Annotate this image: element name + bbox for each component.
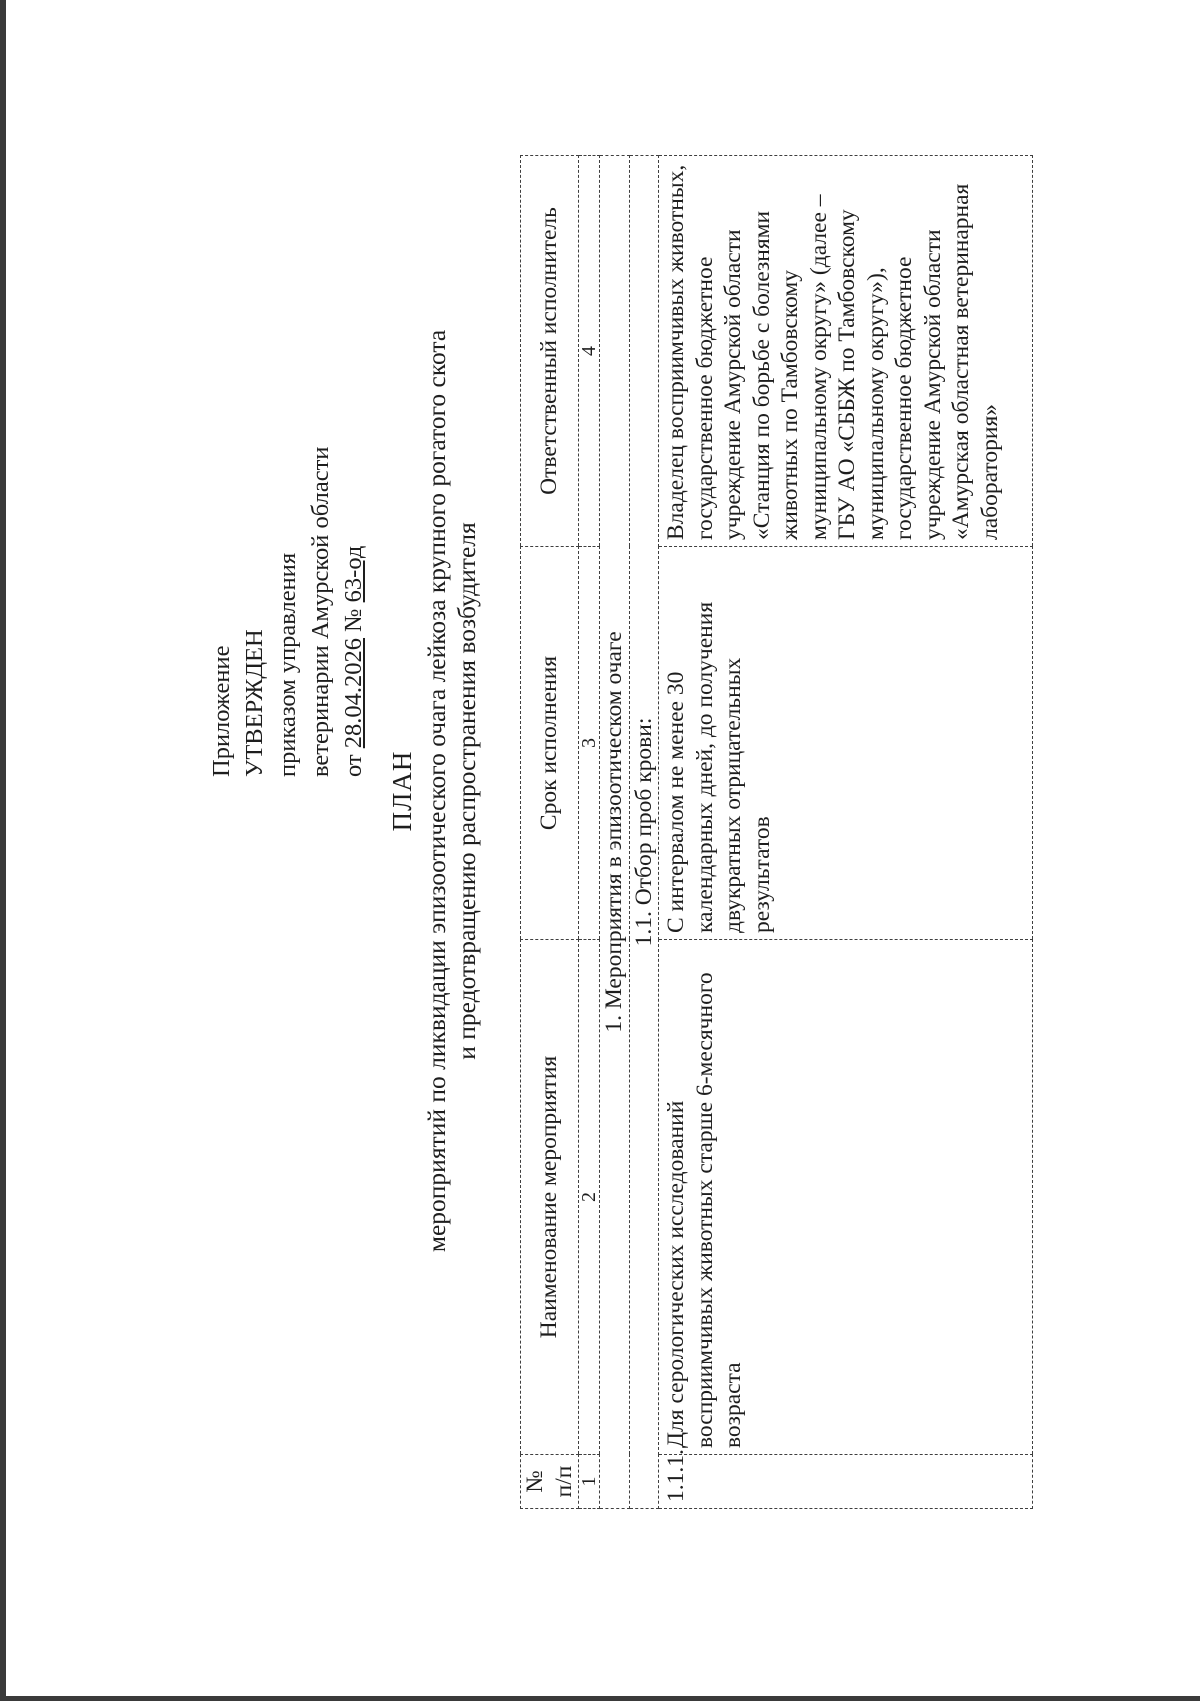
column-number-cell: 2: [579, 940, 600, 1455]
column-number-row: [579, 156, 600, 1509]
column-number-cell: 1: [579, 1455, 600, 1509]
table-header-row: [521, 156, 579, 1509]
document-heading: ПЛАН: [387, 750, 417, 832]
header-cell-name: Наименование мероприятия: [521, 940, 579, 1455]
section-row: [600, 156, 630, 1509]
document-title-block: [382, 181, 482, 1401]
authority-line: ветеринарии Амурской области: [307, 446, 334, 777]
document-subtitle: [422, 181, 482, 1401]
row-responsible-cell: Владелец восприимчивых животных, государственное бюджетное учреждение Амурской области «Станция по борьбе с болезнями животных по Тамбовскому муниципальному округу» (далее – ГБУ АО «СББЖ по Тамбовскому муниципальному округу»), государственное бюджетное учреждение Амурской области «Амурская областная ветеринарная лаборатория»: [659, 156, 1033, 547]
approved-label: УТВЕРЖДЕН: [241, 629, 268, 777]
column-number-cell: 3: [579, 547, 600, 940]
plan-table: [520, 155, 1033, 1509]
order-date: 28.04.2026: [340, 637, 367, 749]
row-deadline-cell: С интервалом не менее 30 календарных дней, до получения двукратных отрицательных результатов: [659, 547, 1033, 940]
order-reference: [337, 317, 370, 777]
column-number-cell: 4: [579, 156, 600, 547]
order-number-sign: №: [340, 602, 367, 638]
section-title: 1. Мероприятия в эпизоотическом очаге: [600, 156, 630, 1509]
subsection-row: [629, 156, 659, 1509]
order-prefix: от: [340, 748, 367, 777]
approved-by-line: приказом управления: [274, 552, 301, 777]
approval-stamp-block: [205, 317, 370, 777]
row-number-cell: 1.1.1.: [659, 1455, 1033, 1509]
row-name-cell: Для серологических исследований восприимчивых животных старше 6-месячного возраста: [659, 940, 1033, 1455]
subtitle-line-1: мероприятий по ликвидации эпизоотического очага лейкоза крупного рогатого скота: [422, 329, 451, 1253]
appendix-label: Приложение: [208, 645, 235, 777]
subsection-title: 1.1. Отбор проб крови:: [629, 156, 659, 1509]
header-cell-number: № п/п: [521, 1455, 579, 1509]
order-number: 63-од: [340, 545, 367, 603]
table-row: [659, 156, 1033, 1509]
subtitle-line-2: и предотвращению распространения возбудителя: [452, 522, 481, 1060]
header-cell-responsible: Ответственный исполнитель: [521, 156, 579, 547]
header-cell-deadline: Срок исполнения: [521, 547, 579, 940]
